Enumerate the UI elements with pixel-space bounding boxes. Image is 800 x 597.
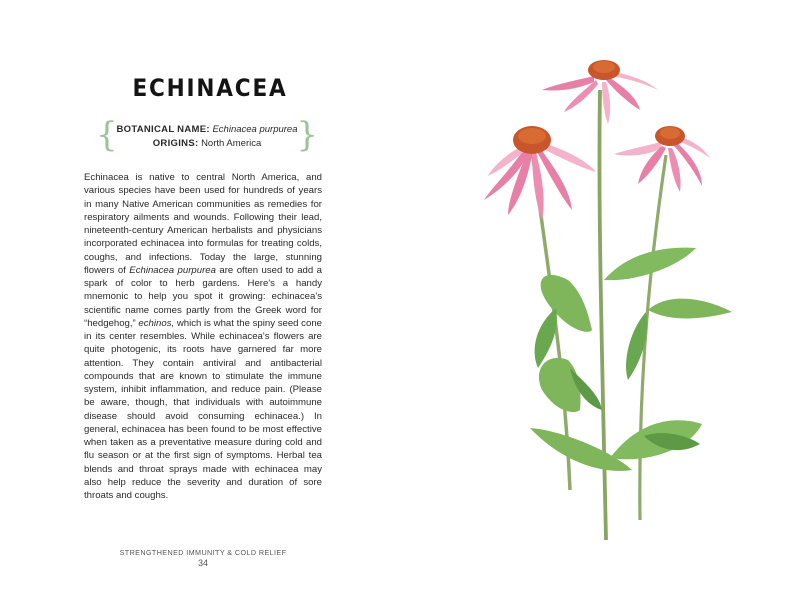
leaf-8 xyxy=(530,428,632,471)
botanical-info-box xyxy=(96,115,318,156)
origins-value: North America xyxy=(201,138,262,149)
stem-middle xyxy=(599,90,606,540)
body-paragraph xyxy=(84,171,322,502)
botanical-name-line xyxy=(100,123,314,137)
leaf-4 xyxy=(648,299,732,319)
page-title: ECHINACEA xyxy=(132,74,288,102)
origins-label: ORIGINS: xyxy=(152,138,199,149)
page-number: 34 xyxy=(197,558,208,568)
body-text-part-1: Echinacea is native to central North America, and various species have been used for hundreds of years in many Native American communities as remedies for respiratory ailments and wounds. Following their lead, nineteenth-century American herbalists and physicians incorporated echinacea into formulas for treating colds, coughs, and infections. Today the large, stunning flowers of xyxy=(84,172,322,276)
right-brace-icon: } xyxy=(296,115,318,155)
body-text-part-3: which is what the spiny seed cone in its center resembles. While echinacea's flowers are quite photogenic, its roots have garnered far more attention. They contain antiviral and antibacterial compounds that are known to stimulate the immune system, inhibit inflammation, and reduce pain. (Please be aware, though, that individuals with autoimmune disease should avoid consuming echinacea.) In general, echinacea has been found to be most effective when taken as a preventative measure during cold and flu season or at the first sign of symptoms. Herbal tea blends and throat sprays made with echinacea may also help reduce the severity and duration of sore throats and coughs. xyxy=(84,317,322,501)
flower-left xyxy=(484,126,596,220)
botanical-name-value: Echinacea purpurea xyxy=(212,124,298,135)
body-italic-species: Echinacea purpurea xyxy=(129,264,216,276)
body-italic-echinos: echinos, xyxy=(138,317,175,329)
echinacea-flower-illustration-icon xyxy=(470,50,770,550)
botanical-name-label: BOTANICAL NAME: xyxy=(116,124,210,135)
leaf-6 xyxy=(539,358,581,412)
chapter-footer: STRENGTHENED IMMUNITY & COLD RELIEF xyxy=(119,548,287,557)
origins-line xyxy=(100,137,314,151)
left-brace-icon: { xyxy=(96,115,118,155)
body-text-part-2: are often used to add a spark of color to herb gardens. Here's a handy mnemonic to help you spot it growing: echinacea's scientific name comes partly from the Greek word for “hedgehog,” xyxy=(84,264,322,329)
